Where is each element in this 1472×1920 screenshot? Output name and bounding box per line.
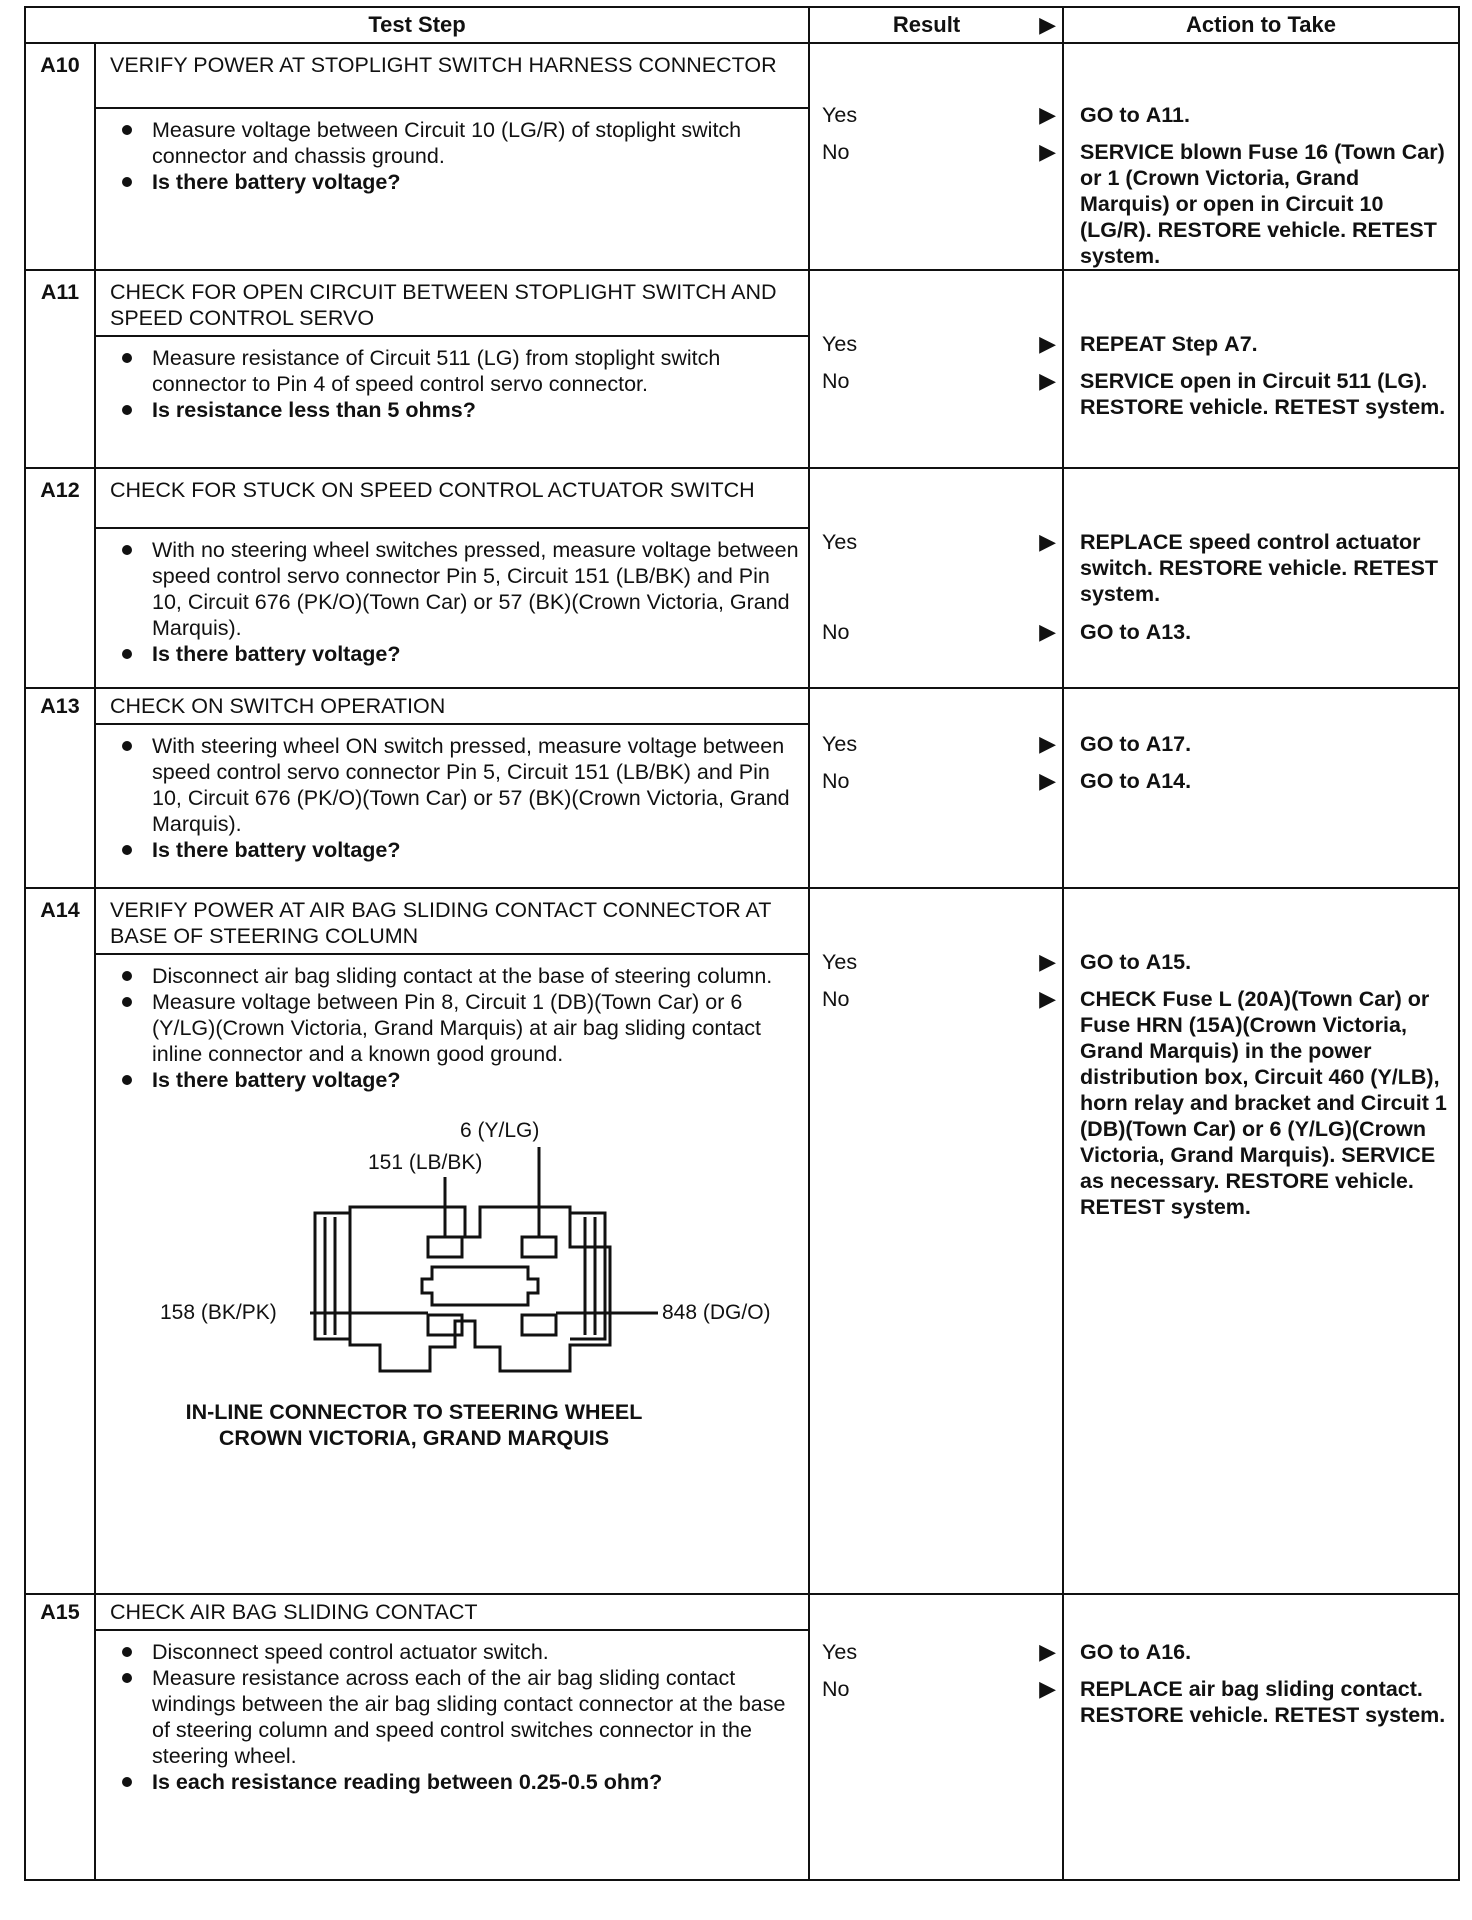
list-item: With no steering wheel switches pressed, measure voltage between speed control servo connector Pin 5, Circuit 151 (LB/BK) and Pin 10, Circuit 676 (PK/O)(Town Car) or 57 (BK)(Crown Victoria, Grand Marquis). — [110, 537, 802, 641]
result-yes-a10: Yes ▶ — [822, 102, 1057, 127]
action-yes-a14: GO to A15. — [1080, 950, 1192, 974]
header-action: Action to Take — [1063, 7, 1459, 43]
list-item: Disconnect speed control actuator switch. — [110, 1639, 802, 1665]
step-title-a11: CHECK FOR OPEN CIRCUIT BETWEEN STOPLIGHT SWITCH AND SPEED CONTROL SERVO — [95, 270, 809, 336]
result-cell-a14 — [809, 888, 1063, 1594]
result-yes-a12: Yes ▶ — [822, 529, 1057, 554]
arrow-right-icon: ▶ — [1039, 368, 1057, 393]
step-id-a15: A15 — [25, 1594, 95, 1630]
step-id-a12: A12 — [25, 468, 95, 528]
result-cell-a15 — [809, 1594, 1063, 1880]
step-title-a15: CHECK AIR BAG SLIDING CONTACT — [95, 1594, 809, 1630]
diagnostic-page — [24, 6, 1458, 1881]
list-item: Measure resistance of Circuit 511 (LG) from stoplight switch connector to Pin 4 of speed control servo connector. — [110, 345, 802, 397]
step-body-a12 — [95, 528, 809, 688]
arrow-right-icon: ▶ — [1039, 986, 1057, 1011]
result-cell-a13 — [809, 688, 1063, 888]
step-a15-title-row — [25, 1594, 1459, 1630]
result-cell-a10 — [809, 43, 1063, 270]
list-item: Measure resistance across each of the air bag sliding contact windings between the air bag sliding contact connector at the base of steering column and speed control switches connector in the steering wheel. — [110, 1665, 802, 1769]
list-item: With steering wheel ON switch pressed, measure voltage between speed control servo connector Pin 5, Circuit 151 (LB/BK) and Pin 10, Circuit 676 (PK/O)(Town Car) or 57 (BK)(Crown Victoria, Grand Marquis). — [110, 733, 802, 837]
arrow-right-icon: ▶ — [1039, 1639, 1057, 1664]
list-item: Is there battery voltage? — [110, 1067, 802, 1093]
connector-outline — [310, 1147, 658, 1371]
action-cell-a14 — [1063, 888, 1459, 1594]
step-body-a14 — [95, 954, 809, 1594]
step-id-a11: A11 — [25, 270, 95, 336]
connector-diagram — [110, 1107, 771, 1387]
test-step-table — [24, 6, 1460, 1881]
action-cell-a11 — [1063, 270, 1459, 468]
result-cell-a11 — [809, 270, 1063, 468]
action-no-a14: CHECK Fuse L (20A)(Town Car) or Fuse HRN (15A)(Crown Victoria, Grand Marquis) in the power distribution box, Circuit 460 (Y/LB), horn relay and bracket and Circuit 1 (DB)(Town Car) or 6 (Y/LG)(Crown Victoria, Grand Marquis). SERVICE as necessary. RESTORE vehicle. RETEST system. — [1080, 987, 1447, 1219]
step-body-a11 — [95, 336, 809, 468]
list-item: Is there battery voltage? — [110, 641, 802, 667]
step-title-a10: VERIFY POWER AT STOPLIGHT SWITCH HARNESS CONNECTOR — [95, 43, 809, 108]
arrow-right-icon: ▶ — [1039, 529, 1057, 554]
step-id-a13: A13 — [25, 688, 95, 724]
list-item: Disconnect air bag sliding contact at the base of steering column. — [110, 963, 802, 989]
result-yes-a13: Yes ▶ — [822, 731, 1057, 756]
action-cell-a15 — [1063, 1594, 1459, 1880]
arrow-right-icon: ▶ — [1039, 731, 1057, 756]
action-yes-a11: REPEAT Step A7. — [1080, 332, 1258, 356]
arrow-right-icon: ▶ — [1039, 1676, 1057, 1701]
action-no-a12: GO to A13. — [1080, 620, 1192, 644]
list-item: Is there battery voltage? — [110, 169, 802, 195]
action-yes-a12: REPLACE speed control actuator switch. RESTORE vehicle. RETEST system. — [1080, 530, 1439, 606]
action-cell-a10 — [1063, 43, 1459, 270]
list-item: Measure voltage between Pin 8, Circuit 1 (DB)(Town Car) or 6 (Y/LG)(Crown Victoria, Grand Marquis) at air bag sliding contact inline connector and a known good ground. — [110, 989, 802, 1067]
step-a14-title-row — [25, 888, 1459, 954]
arrow-right-icon: ▶ — [1039, 619, 1057, 644]
label-151-lb-bk: 151 (LB/BK) — [368, 1151, 483, 1174]
table-header-row — [25, 7, 1459, 43]
result-yes-a11: Yes ▶ — [822, 331, 1057, 356]
list-item: Is there battery voltage? — [110, 837, 802, 863]
action-no-a11: SERVICE open in Circuit 511 (LG). RESTORE vehicle. RETEST system. — [1080, 369, 1446, 419]
step-title-a13: CHECK ON SWITCH OPERATION — [95, 688, 809, 724]
header-result-label: Result — [892, 12, 961, 37]
step-body-a10 — [95, 108, 809, 270]
action-no-a13: GO to A14. — [1080, 769, 1192, 793]
arrow-right-icon: ▶ — [1039, 949, 1057, 974]
label-6-y-lg: 6 (Y/LG) — [460, 1119, 540, 1142]
diagram-caption: IN-LINE CONNECTOR TO STEERING WHEEL CROWN VICTORIA, GRAND MARQUIS — [185, 1400, 643, 1450]
step-a11-title-row — [25, 270, 1459, 336]
step-title-a12: CHECK FOR STUCK ON SPEED CONTROL ACTUATOR SWITCH — [95, 468, 809, 528]
step-title-a14: VERIFY POWER AT AIR BAG SLIDING CONTACT CONNECTOR AT BASE OF STEERING COLUMN — [95, 888, 809, 954]
arrow-right-icon: ▶ — [1039, 331, 1057, 356]
result-no-a13: No ▶ — [822, 768, 1057, 793]
header-result — [809, 7, 1063, 43]
result-no-a12: No ▶ — [822, 619, 1057, 644]
arrow-right-icon: ▶ — [1039, 102, 1057, 127]
label-848-dg-o: 848 (DG/O) — [662, 1301, 771, 1324]
result-no-a10: No ▶ — [822, 139, 1057, 164]
result-cell-a12 — [809, 468, 1063, 688]
step-id-a14: A14 — [25, 888, 95, 954]
step-id-a10: A10 — [25, 43, 95, 108]
step-a10-title-row — [25, 43, 1459, 108]
list-item: Measure voltage between Circuit 10 (LG/R) of stoplight switch connector and chassis ground. — [110, 117, 802, 169]
step-a13-title-row — [25, 688, 1459, 724]
action-cell-a13 — [1063, 688, 1459, 888]
step-a12-title-row — [25, 468, 1459, 528]
list-item: Is each resistance reading between 0.25-0.5 ohm? — [110, 1769, 802, 1795]
result-yes-a14: Yes ▶ — [822, 949, 1057, 974]
action-yes-a15: GO to A16. — [1080, 1640, 1192, 1664]
result-no-a15: No ▶ — [822, 1676, 1057, 1701]
arrow-right-icon: ▶ — [1039, 12, 1057, 37]
action-yes-a10: GO to A11. — [1080, 103, 1190, 127]
step-body-a15 — [95, 1630, 809, 1880]
action-no-a15: REPLACE air bag sliding contact. RESTORE vehicle. RETEST system. — [1080, 1677, 1446, 1727]
label-158-bk-pk: 158 (BK/PK) — [160, 1301, 277, 1324]
arrow-right-icon: ▶ — [1039, 139, 1057, 164]
action-yes-a13: GO to A17. — [1080, 732, 1192, 756]
action-cell-a12 — [1063, 468, 1459, 688]
arrow-right-icon: ▶ — [1039, 768, 1057, 793]
step-body-a13 — [95, 724, 809, 888]
result-yes-a15: Yes ▶ — [822, 1639, 1057, 1664]
result-no-a14: No ▶ — [822, 986, 1057, 1011]
action-no-a10: SERVICE blown Fuse 16 (Town Car) or 1 (Crown Victoria, Grand Marquis) or open in Circuit 10 (LG/R). RESTORE vehicle. RETEST system. — [1080, 140, 1445, 268]
header-test-step: Test Step — [25, 7, 809, 43]
list-item: Is resistance less than 5 ohms? — [110, 397, 802, 423]
result-no-a11: No ▶ — [822, 368, 1057, 393]
